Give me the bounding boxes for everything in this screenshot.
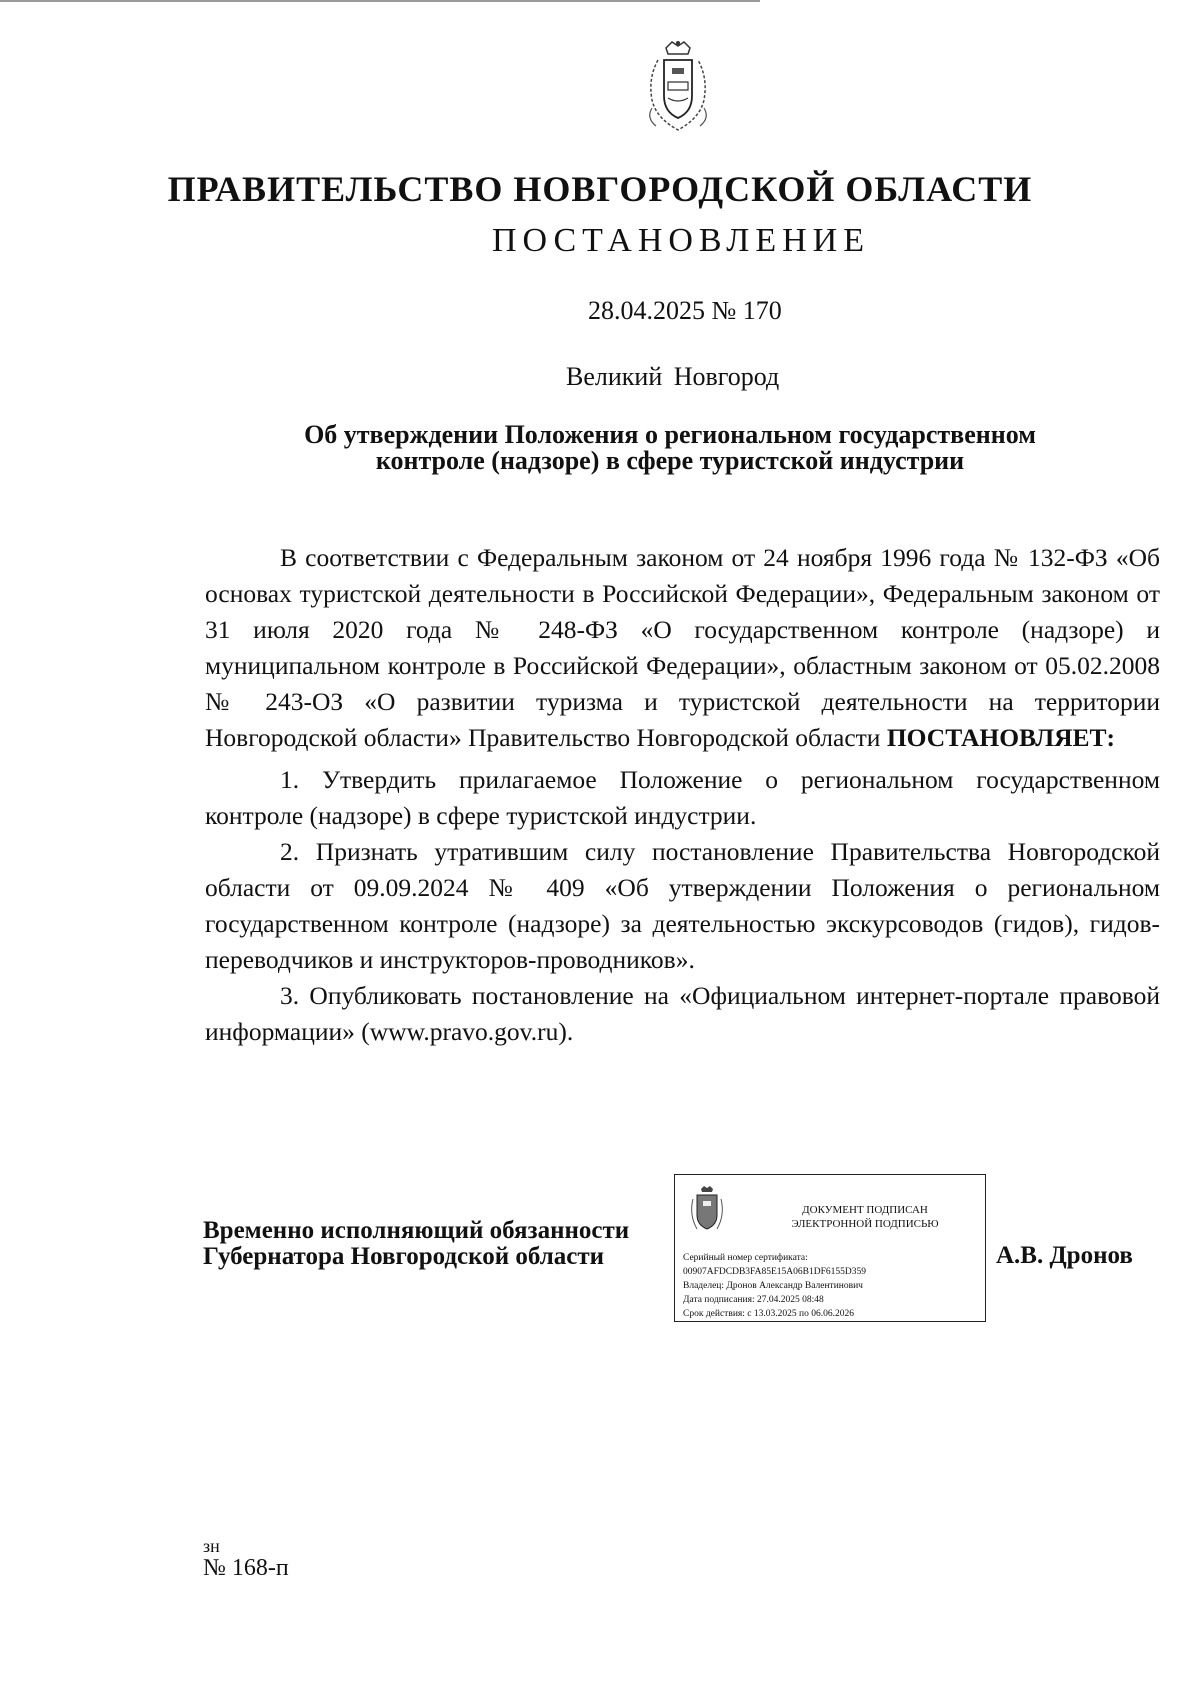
document-body xyxy=(205,540,1160,1050)
subject-line-1: Об утверждении Положения о региональном государственном xyxy=(304,420,1036,449)
signer-title xyxy=(203,1218,683,1270)
item-3: 3. Опубликовать постановление на «Официальном интернет-портале правовой информации» (www.pravo.gov.ru). xyxy=(205,981,1160,1046)
stamp-coat-of-arms-icon xyxy=(687,1185,727,1235)
stamp-serial: 00907AFDCDB3FA85E15A06B1DF6155D359 xyxy=(683,1267,866,1277)
coat-of-arms-icon xyxy=(638,38,718,138)
footer-number: № 168-п xyxy=(203,1555,289,1581)
footer-initials: зн xyxy=(203,1536,220,1556)
document-subject xyxy=(240,422,1100,474)
document-city: Великий Новгород xyxy=(566,362,780,391)
document-date-number: 28.04.2025 № 170 xyxy=(588,296,782,325)
stamp-heading-line-2: ЭЛЕКТРОННОЙ ПОДПИСЬЮ xyxy=(791,1218,939,1230)
document-type: ПОСТАНОВЛЕНИЕ xyxy=(491,222,871,259)
stamp-owner: Владелец: Дронов Александр Валентинович xyxy=(683,1281,863,1291)
decree-word: ПОСТАНОВЛЯЕТ: xyxy=(886,723,1116,752)
scan-top-line xyxy=(0,0,760,2)
preamble-text: В соответствии с Федеральным законом от 24 ноября 1996 года № 132-ФЗ «Об основах туристской деятельности в Российской Федерации», Федеральным законом от 31 июля 2020 года № 248-ФЗ «О государственном контроле (надзоре) и муниципальном контроле в Российской Федерации», областным законом от 05.02.2008 № 243-ОЗ «О развитии туризма и туристской деятельности на территории Новгородской области» Правительство Новгородской области xyxy=(205,543,1160,752)
stamp-heading-line-1: ДОКУМЕНТ ПОДПИСАН xyxy=(802,1204,928,1216)
signer-title-line-1: Временно исполняющий обязанности xyxy=(203,1217,630,1244)
subject-line-2: контроле (надзоре) в сфере туристской индустрии xyxy=(375,446,965,475)
stamp-serial-label: Серийный номер сертификата: xyxy=(683,1253,808,1263)
preamble-paragraph xyxy=(205,540,1160,756)
footer-reference xyxy=(203,1535,289,1579)
stamp-signed-date: Дата подписания: 27.04.2025 08:48 xyxy=(683,1295,824,1305)
signer-name: А.В. Дронов xyxy=(996,1242,1133,1269)
stamp-validity: Срок действия: с 13.03.2025 по 06.06.2026 xyxy=(683,1309,854,1319)
electronic-signature-stamp xyxy=(674,1174,986,1322)
item-2: 2. Признать утратившим силу постановление Правительства Новгородской области от 09.09.2024 № 409 «Об утверждении Положения о региональном государственном контроле (надзоре) за деятельностью экскурсоводов (гидов), гидов-переводчиков и инструкторов-проводников». xyxy=(205,837,1160,974)
item-1: 1. Утвердить прилагаемое Положение о региональном государственном контроле (надзоре) в сфере туристской индустрии. xyxy=(205,765,1160,830)
stamp-heading xyxy=(755,1203,975,1231)
government-title: ПРАВИТЕЛЬСТВО НОВГОРОДСКОЙ ОБЛАСТИ xyxy=(167,169,1033,209)
signer-title-line-2: Губернатора Новгородской области xyxy=(203,1243,605,1270)
stamp-details xyxy=(683,1251,983,1321)
